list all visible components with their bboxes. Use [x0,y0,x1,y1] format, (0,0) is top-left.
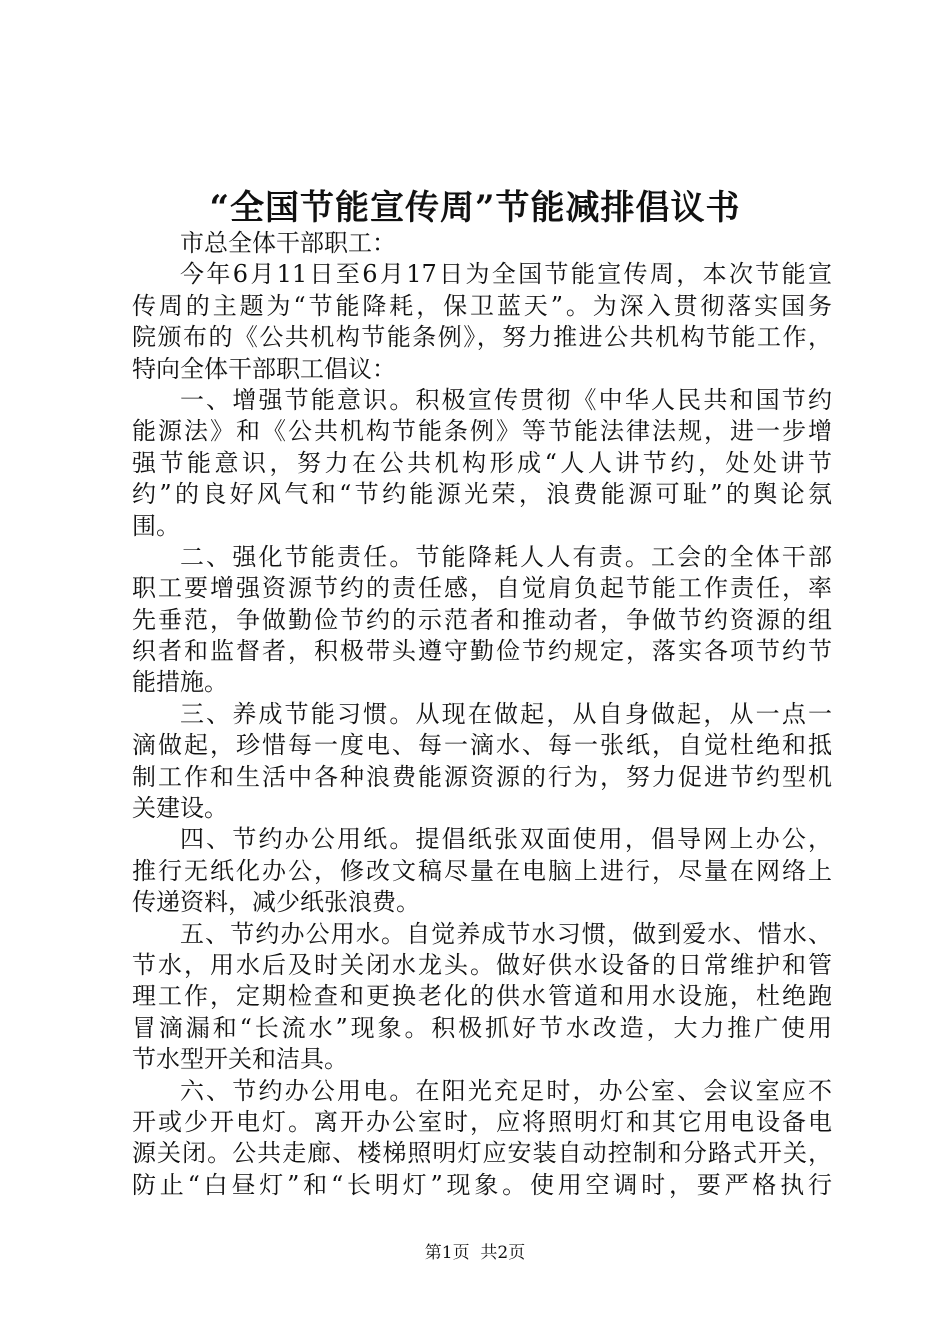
text-line: 推行无纸化办公，修改文稿尽量在电脑上进行，尽量在网络上 [132,856,832,885]
text-line: 围。 [132,511,180,540]
text-line: 理工作，定期检查和更换老化的供水管道和用水设施，杜绝跑 [132,982,832,1011]
text-line: 特向全体干部职工倡议： [132,354,396,383]
text-line: 今年6月11日至6月17日为全国节能宣传周，本次节能宣 [180,260,832,289]
text-line: 约”的良好风气和“节约能源光荣，浪费能源可耻”的舆论氛 [132,480,832,509]
text-line: 一、增强节能意识。积极宣传贯彻《中华人民共和国节约 [180,385,832,414]
text-line: 关建设。 [132,794,228,823]
text-line: 四、节约办公用纸。提倡纸张双面使用，倡导网上办公， [180,825,832,854]
document-title: “全国节能宣传周”节能减排倡议书 [209,188,741,228]
text-line: 职工要增强资源节约的责任感，自觉肩负起节能工作责任，率 [132,574,832,603]
text-line: 节水型开关和洁具。 [132,1045,348,1074]
text-line: 防止“白昼灯”和“长明灯”现象。使用空调时，要严格执行 [132,1170,832,1199]
text-line: 滴做起，珍惜每一度电、每一滴水、每一张纸，自觉杜绝和抵 [132,731,832,760]
text-line: 强节能意识，努力在公共机构形成“人人讲节约，处处讲节 [132,448,832,477]
text-line: 二、强化节能责任。节能降耗人人有责。工会的全体干部 [180,542,832,571]
text-line: 织者和监督者，积极带头遵守勤俭节约规定，落实各项节约节 [132,637,832,666]
text-line: 院颁布的《公共机构节能条例》，努力推进公共机构节能工作， [132,323,832,352]
text-line: 传周的主题为“节能降耗，保卫蓝天”。为深入贯彻落实国务 [132,291,832,320]
text-line: 传递资料，减少纸张浪费。 [132,888,420,917]
text-line: 三、养成节能习惯。从现在做起，从自身做起，从一点一 [180,699,832,728]
text-line: 六、节约办公用电。在阳光充足时，办公室、会议室应不 [180,1076,832,1105]
text-line: 五、节约办公用水。自觉养成节水习惯，做到爱水、惜水、 [180,919,832,948]
text-line: 节水，用水后及时关闭水龙头。做好供水设备的日常维护和管 [132,950,832,979]
document-body [132,228,832,1201]
text-line: 冒滴漏和“长流水”现象。积极抓好节水改造，大力推广使用 [132,1013,832,1042]
text-line: 市总全体干部职工： [180,229,396,257]
page-footer: 第1页 共2页 [424,1243,526,1263]
text-line: 先垂范，争做勤俭节约的示范者和推动者，争做节约资源的组 [132,605,832,634]
text-line: 能措施。 [132,668,228,697]
text-line: 制工作和生活中各种浪费能源资源的行为，努力促进节约型机 [132,762,832,791]
text-line: 源关闭。公共走廊、楼梯照明灯应安装自动控制和分路式开关， [132,1139,832,1168]
text-line: 能源法》和《公共机构节能条例》等节能法律法规，进一步增 [132,417,832,446]
text-line: 开或少开电灯。离开办公室时，应将照明灯和其它用电设备电 [132,1107,832,1136]
